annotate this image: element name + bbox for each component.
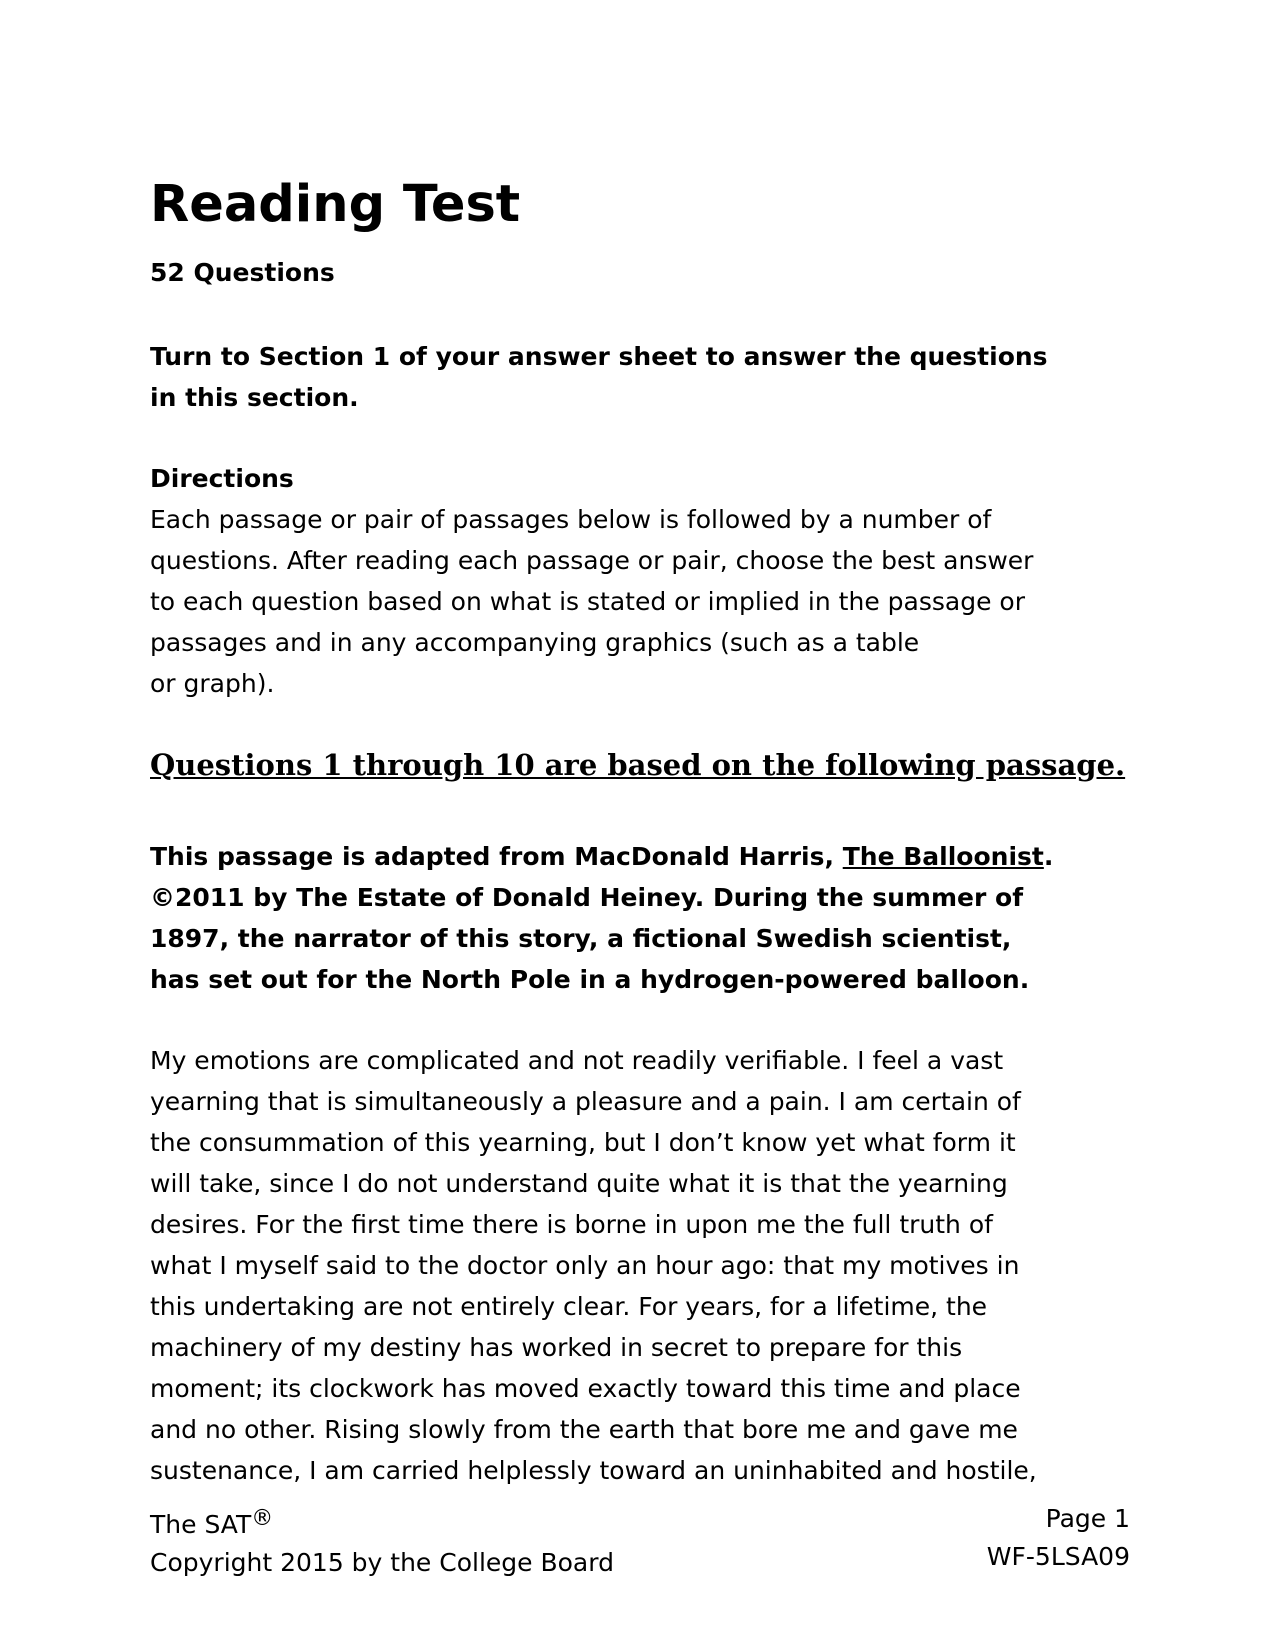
passage-line: the consummation of this yearning, but I don’t know yet what form it xyxy=(150,1128,1016,1157)
section-instruction xyxy=(150,336,1130,418)
passage-line: this undertaking are not entirely clear. For years, for a lifetime, the xyxy=(150,1292,988,1321)
intro-first-line xyxy=(150,836,1140,877)
directions-line: to each question based on what is stated or implied in the passage or xyxy=(150,587,1025,616)
intro-line: ©2011 by The Estate of Donald Heiney. During the summer of xyxy=(150,883,1024,912)
intro-prefix: This passage is adapted from MacDonald Harris, xyxy=(150,842,843,871)
intro-line: 1897, the narrator of this story, a fictional Swedish scientist, xyxy=(150,924,1012,953)
directions-line: or graph). xyxy=(150,669,275,698)
directions-line: Each passage or pair of passages below is followed by a number of xyxy=(150,505,992,534)
passage-line: machinery of my destiny has worked in secret to prepare for this xyxy=(150,1333,963,1362)
directions-line: passages and in any accompanying graphics (such as a table xyxy=(150,628,920,657)
directions-line: questions. After reading each passage or pair, choose the best answer xyxy=(150,546,1034,575)
passage-line: will take, since I do not understand quite what it is that the yearning xyxy=(150,1169,1008,1198)
registered-mark: ® xyxy=(251,1506,274,1531)
directions-heading: Directions xyxy=(150,464,294,493)
intro-line: has set out for the North Pole in a hydrogen-powered balloon. xyxy=(150,965,1030,994)
instruction-line: in this section. xyxy=(150,383,359,412)
passage-line: My emotions are complicated and not readily verifiable. I feel a vast xyxy=(150,1046,1004,1075)
passage-heading: Questions 1 through 10 are based on the following passage. xyxy=(150,748,1126,782)
passage-line: sustenance, I am carried helplessly toward an uninhabited and hostile, xyxy=(150,1456,1037,1485)
passage-line: desires. For the first time there is borne in upon me the full truth of xyxy=(150,1210,993,1239)
footer-copyright: Copyright 2015 by the College Board xyxy=(150,1548,614,1577)
passage-line: moment; its clockwork has moved exactly toward this time and place xyxy=(150,1374,1021,1403)
question-count: 52 Questions xyxy=(150,258,335,287)
footer-right xyxy=(987,1500,1130,1576)
book-title: The Balloonist xyxy=(842,842,1044,871)
passage-intro xyxy=(150,836,1140,1000)
form-code: WF-5LSA09 xyxy=(986,1542,1130,1571)
footer-brand: The SAT® xyxy=(150,1506,274,1539)
footer-left xyxy=(150,1500,614,1582)
passage-line: and no other. Rising slowly from the earth that bore me and gave me xyxy=(150,1415,1018,1444)
page-number: Page 1 xyxy=(1045,1504,1130,1533)
instruction-line: Turn to Section 1 of your answer sheet to answer the questions xyxy=(150,342,1048,371)
page-title: Reading Test xyxy=(150,175,521,234)
passage-line: yearning that is simultaneously a pleasure and a pain. I am certain of xyxy=(150,1087,1021,1116)
directions-text xyxy=(150,499,1130,704)
intro-suffix: . xyxy=(1043,842,1054,871)
passage-line: what I myself said to the doctor only an hour ago: that my motives in xyxy=(150,1251,1020,1280)
passage-text xyxy=(150,1040,1140,1491)
